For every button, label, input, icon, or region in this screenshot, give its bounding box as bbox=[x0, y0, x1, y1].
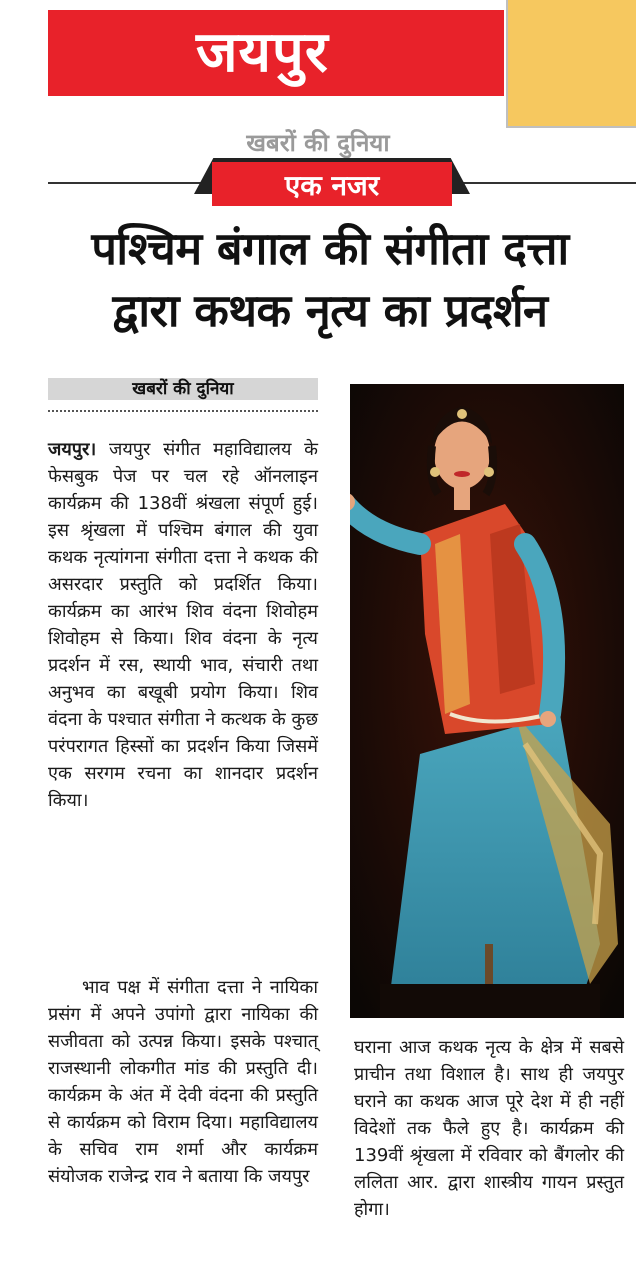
corner-color-block bbox=[506, 0, 636, 128]
dancer-photo bbox=[350, 384, 624, 1018]
headline-line-2: द्वारा कथक नृत्य का प्रदर्शन bbox=[112, 284, 548, 337]
article-paragraph-2 bbox=[48, 974, 318, 1190]
section-kicker: खबरों की दुनिया bbox=[246, 129, 390, 157]
article-paragraph-3 bbox=[354, 1034, 624, 1223]
article-headline bbox=[40, 218, 620, 342]
byline-dotted-rule bbox=[48, 410, 318, 412]
article-paragraph-1 bbox=[48, 436, 318, 814]
headline-line-1: पश्चिम बंगाल की संगीता दत्ता bbox=[91, 222, 569, 275]
paragraph-3-text: घराना आज कथक नृत्य के क्षेत्र में सबसे प्राचीन तथा विशाल है। साथ ही जयपुर घराने का कथक आज पूरे देश में ही नहीं विदेशों तक फैले हुए है। कार्यक्रम की 139वीं श्रृंखला में रविवार को बैंगलोर की ललिता आर. द्वारा शास्त्रीय गायन प्रस्तुत होगा। bbox=[354, 1037, 624, 1220]
paragraph-1-text: जयपुर संगीत महाविद्यालय के फेसबुक पेज पर चल रहे ऑनलाइन कार्यक्रम की 138वीं श्रंखला संपूर्ण हुई। इस श्रृंखला में पश्चिम बंगाल की युवा कथक नृत्यांगना संगीता दत्ता ने कथक की असरदार प्रस्तुति को प्रदर्शित किया। कार्यक्रम का आरंभ शिव वंदना शिवोहम शिवोहम से किया। शिव वंदना के नृत्य प्रदर्शन में रस, स्थायी भाव, संचारी तथा अनुभव का बखूबी प्रयोग किया। शिव वंदना के पश्चात संगीता ने कत्थक के कुछ परंपरागत हिस्सों का प्रदर्शन किया जिसमें एक सरगम रचना का शानदार प्रदर्शन किया। bbox=[48, 439, 318, 811]
byline: खबरों की दुनिया bbox=[132, 379, 234, 399]
city-title: जयपुर bbox=[196, 20, 329, 85]
paragraph-2-text: भाव पक्ष में संगीता दत्ता ने नायिका प्रसंग में अपने उपांगो द्वारा नायिका की सजीवता को उत्पन्न किया। इसके पश्चात् राजस्थानी लोकगीत मांड की प्रस्तुति दी। कार्यक्रम के अंत में देवी वंदना की प्रस्तुति से कार्यक्रम को विराम दिया। महाविद्यालय के सचिव राम शर्मा और कार्यक्रम संयोजक राजेन्द्र राव ने बताया कि जयपुर bbox=[48, 977, 318, 1187]
section-label-tab bbox=[212, 158, 452, 206]
section-label-text: एक नजर bbox=[284, 169, 380, 202]
dateline: जयपुर। bbox=[48, 439, 97, 460]
